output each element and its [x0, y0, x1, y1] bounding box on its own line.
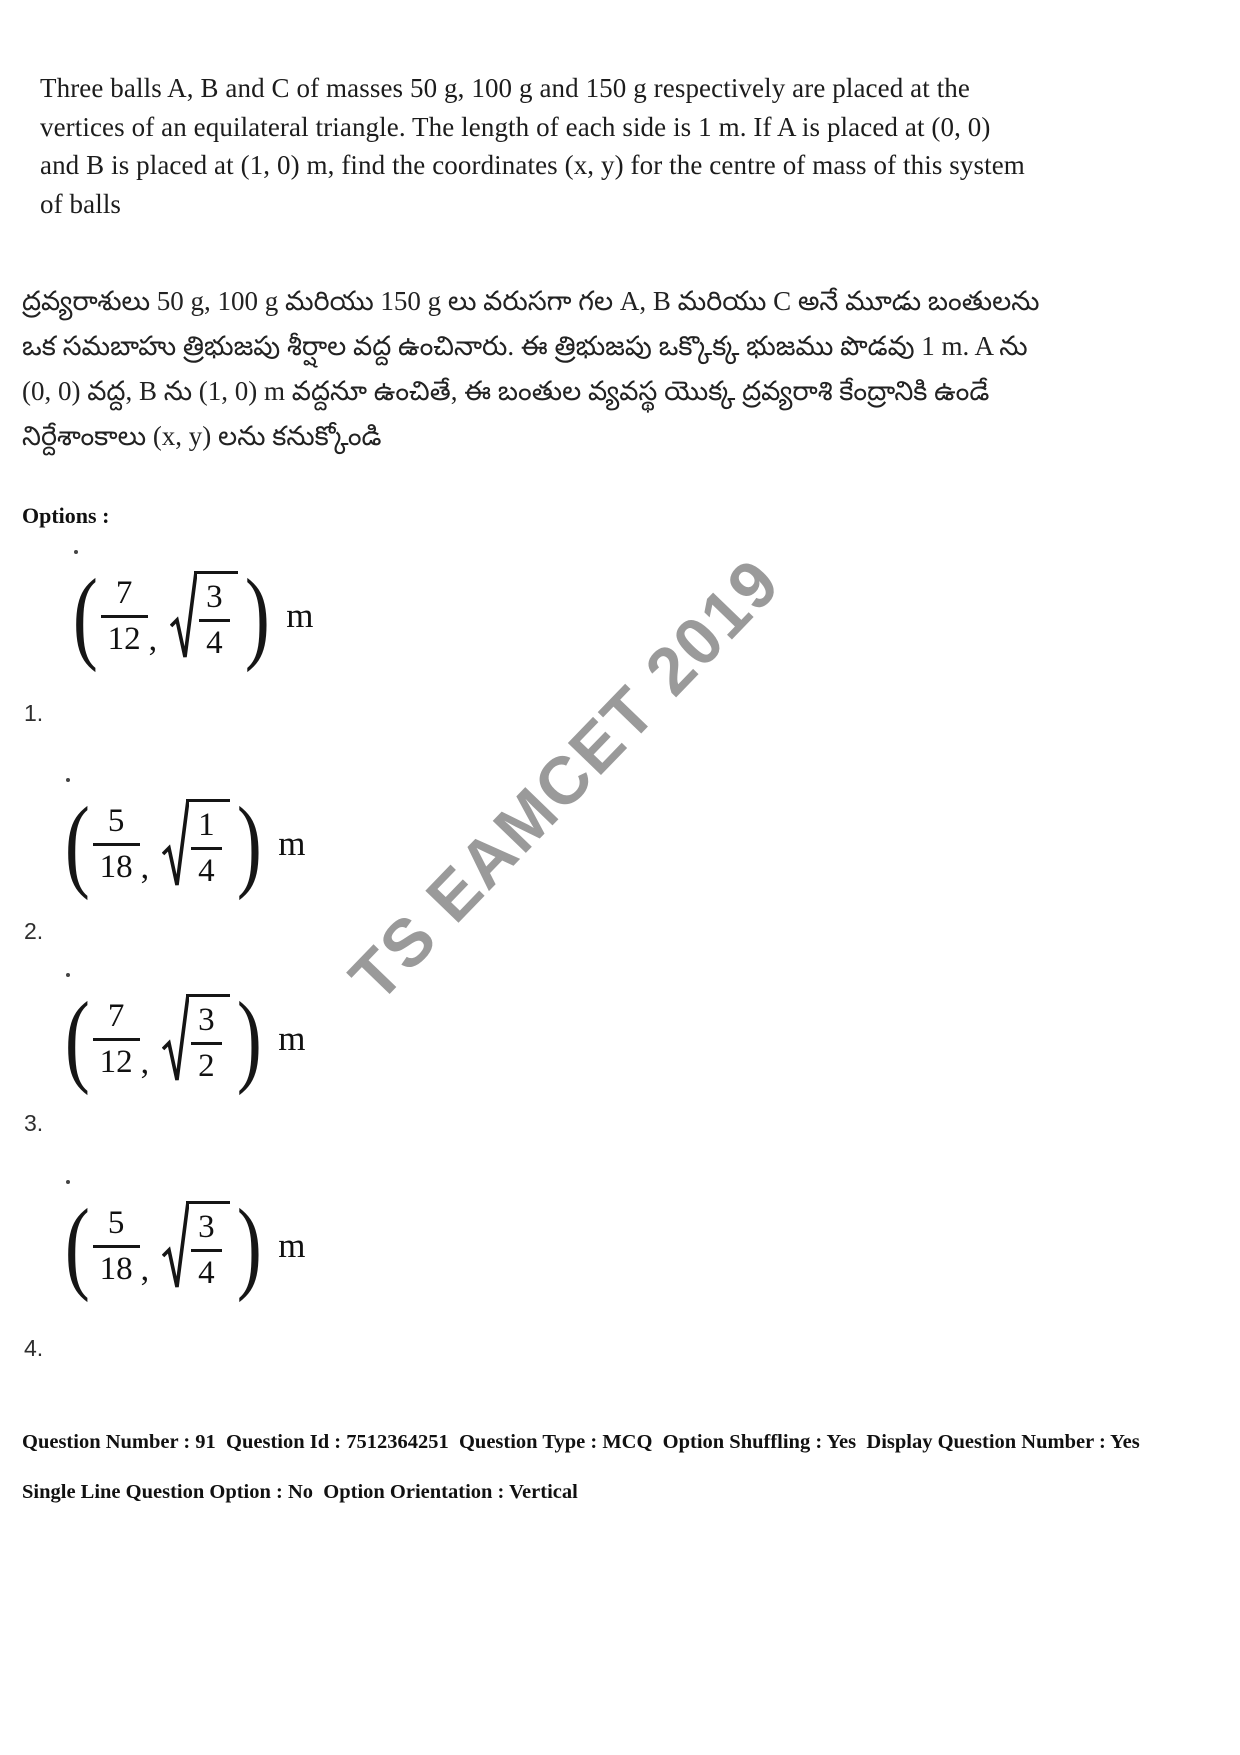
comma-separator: , [140, 1044, 150, 1081]
fraction-denominator: 18 [93, 1245, 140, 1288]
fraction-denominator: 4 [191, 847, 222, 890]
fraction-numerator: 3 [206, 579, 223, 615]
option-1-formula [68, 560, 314, 672]
square-root-expression [162, 797, 230, 891]
radical-sign-icon [162, 1199, 189, 1293]
option-4-number: 4. [24, 1335, 44, 1361]
option-3-number: 3. [24, 1110, 44, 1136]
x-coordinate-fraction [93, 803, 140, 886]
radical-sign-icon [162, 992, 189, 1086]
option-2-number: 2. [24, 918, 44, 944]
fraction-denominator: 4 [199, 619, 230, 662]
fraction-numerator: 5 [107, 1204, 125, 1241]
fraction-numerator: 7 [107, 997, 125, 1034]
x-coordinate-fraction [93, 1205, 140, 1288]
watermark-text: TS EAMCET 2019 [335, 544, 795, 1016]
close-paren: ) [244, 558, 270, 673]
open-paren: ( [64, 981, 90, 1096]
x-coordinate-fraction [101, 575, 148, 658]
fraction-denominator: 18 [93, 843, 140, 886]
question-text-english: Three balls A, B and C of masses 50 g, 100 g and 150 g respectively are placed at the vertices of an equilateral triangle. The length of each side is 1 m. If A is placed at (0, 0) and B is placed at (1, 0) m, find the coordinates (x, y) for the centre of mass of this system of balls [40, 73, 1025, 219]
radical-sign-icon [170, 569, 197, 663]
radicand-fraction [194, 571, 238, 662]
fraction-numerator: 7 [115, 574, 133, 611]
radicand-fraction [186, 799, 230, 890]
fraction-numerator: 3 [198, 1209, 215, 1245]
fraction-numerator: 1 [198, 807, 215, 843]
open-paren: ( [64, 786, 90, 901]
stray-dot-mark [66, 973, 70, 977]
question-metadata [22, 1430, 1222, 1505]
square-root-expression [162, 992, 230, 1086]
comma-separator: , [148, 621, 158, 658]
fraction-denominator: 4 [191, 1249, 222, 1292]
open-paren: ( [64, 1188, 90, 1303]
fraction-denominator: 12 [93, 1038, 140, 1081]
radicand-fraction [186, 1201, 230, 1292]
fraction-denominator: 2 [191, 1042, 222, 1085]
close-paren: ) [236, 1188, 262, 1303]
x-coordinate-fraction [93, 998, 140, 1081]
metadata-line-1: Question Number : 91 Question Id : 7512364251 Question Type : MCQ Option Shuffling : Yes Display Question Number : Yes [22, 1431, 1140, 1453]
unit-label: m [278, 824, 306, 863]
option-2-formula [60, 788, 306, 900]
unit-label: m [286, 596, 314, 635]
square-root-expression [170, 569, 238, 663]
question-text-telugu: ద్రవ్యరాశులు 50 g, 100 g మరియు 150 g లు వరుసగా గల A, B మరియు C అనే మూడు బంతులను ఒక సమబాహు త్రిభుజపు శీర్షాల వద్ద ఉంచినారు. ఈ త్రిభుజపు ఒక్కొక్క భుజము పొడవు 1 m. A ను (0, 0) వద్ద, B ను (1, 0) m వద్దనూ ఉంచితే, ఈ బంతుల వ్యవస్థ యొక్క ద్రవ్యరాశి కేంద్రానికి ఉండే నిర్దేశాంకాలు (x, y) లను కనుక్కోండి [22, 286, 1040, 452]
fraction-numerator: 5 [107, 802, 125, 839]
close-paren: ) [236, 786, 262, 901]
square-root-expression [162, 1199, 230, 1293]
fraction-denominator: 12 [101, 615, 148, 658]
metadata-line-2: Single Line Question Option : No Option Orientation : Vertical [22, 1481, 578, 1503]
close-paren: ) [236, 981, 262, 1096]
stray-dot-mark [74, 550, 78, 554]
open-paren: ( [72, 558, 98, 673]
fraction-numerator: 3 [198, 1002, 215, 1038]
radical-sign-icon [162, 797, 189, 891]
options-label: Options : [22, 503, 110, 528]
option-4-formula [60, 1190, 306, 1302]
stray-dot-mark [66, 778, 70, 782]
unit-label: m [278, 1019, 306, 1058]
unit-label: m [278, 1226, 306, 1265]
option-3-formula [60, 983, 306, 1095]
option-1-number: 1. [24, 700, 44, 726]
comma-separator: , [140, 1251, 150, 1288]
stray-dot-mark [66, 1180, 70, 1184]
radicand-fraction [186, 994, 230, 1085]
comma-separator: , [140, 849, 150, 886]
